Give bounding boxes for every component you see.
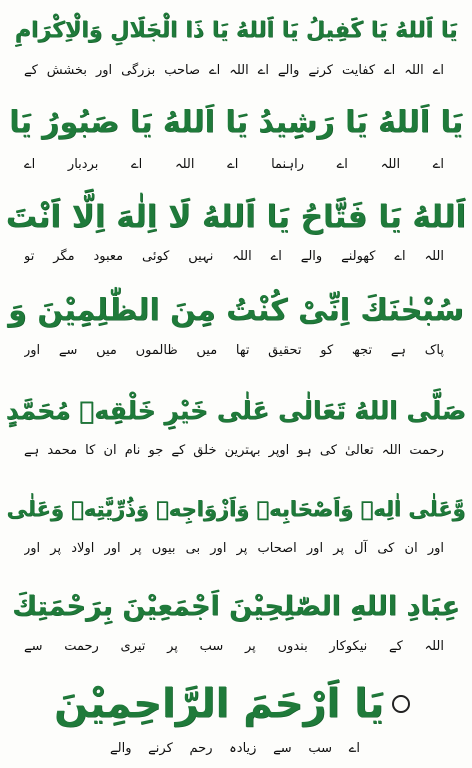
urdu-translation-4: پاک ہے تجھ کو تحقیق تھا میں ظالموں میں سے اور (24, 343, 444, 358)
circle-marker-icon (392, 695, 410, 713)
urdu-translation-7: اللہ کے نیکوکار بندوں پر سب پر تیری رحمت سے (24, 639, 444, 654)
urdu-translation-1: اے اللہ اے کفایت کرنے والے اے اللہ اے صاحب بزرگی اور بخشش کے (24, 63, 444, 78)
urdu-translation-3: اللہ اے کھولنے والے اے اللہ نہیں کوئی معبود مگر تو (24, 249, 444, 264)
closing-phrase-row (6, 674, 466, 734)
arabic-line-5: صَلَّى اللهُ تَعَالٰى عَلٰى خَيْرِ خَلْقِهٖ مُحَمَّدٍ (6, 396, 466, 425)
arabic-line-1: يَا اَللهُ يَا كَفِيلُ يَا اَللهُ يَا ذَا الْجَلَالِ وَالْاِكْرَامِ (14, 18, 458, 43)
arabic-line-6: وَّعَلٰى اٰلِهٖ وَاَصْحَابِهٖ وَاَزْوَاجِهٖ وَذُرِّيَّتِهٖ وَعَلٰى (6, 497, 466, 521)
arabic-line-2: يَا اَللهُ يَا رَشِيدُ يَا اَللهُ يَا صَبُورُ يَا (9, 105, 463, 140)
urdu-translation-6: اور ان کی آل پر اور اصحاب پر اور بی بیوں پر اور اولاد پر اور (24, 541, 444, 556)
arabic-line-3: اَللهُ يَا فَتَّاحُ يَا اَللهُ لَا اِلٰهَ اِلَّا اَنْتَ (6, 199, 466, 235)
arabic-line-4: سُبْحٰنَكَ اِنِّىْ كُنْتُ مِنَ الظّٰلِمِيْنَ وَ (8, 293, 464, 328)
urdu-closing-translation: اے سب سے زیادہ رحم کرنے والے (110, 741, 360, 756)
arabic-line-7: عِبَادِ اللهِ الصّٰلِحِيْنَ اَجْمَعِيْنَ بِرَحْمَتِكَ (12, 591, 460, 622)
arabic-closing-phrase: يَا اَرْحَمَ الرَّاحِمِيْنَ (53, 681, 385, 727)
urdu-translation-5: رحمت اللہ تعالیٰ کی ہو اوپر بہترین خلق کے جو نام ان کا محمد ہے (24, 443, 444, 458)
urdu-translation-2: اے اللہ اے راہنما اے اللہ اے بردبار اے (24, 157, 444, 172)
